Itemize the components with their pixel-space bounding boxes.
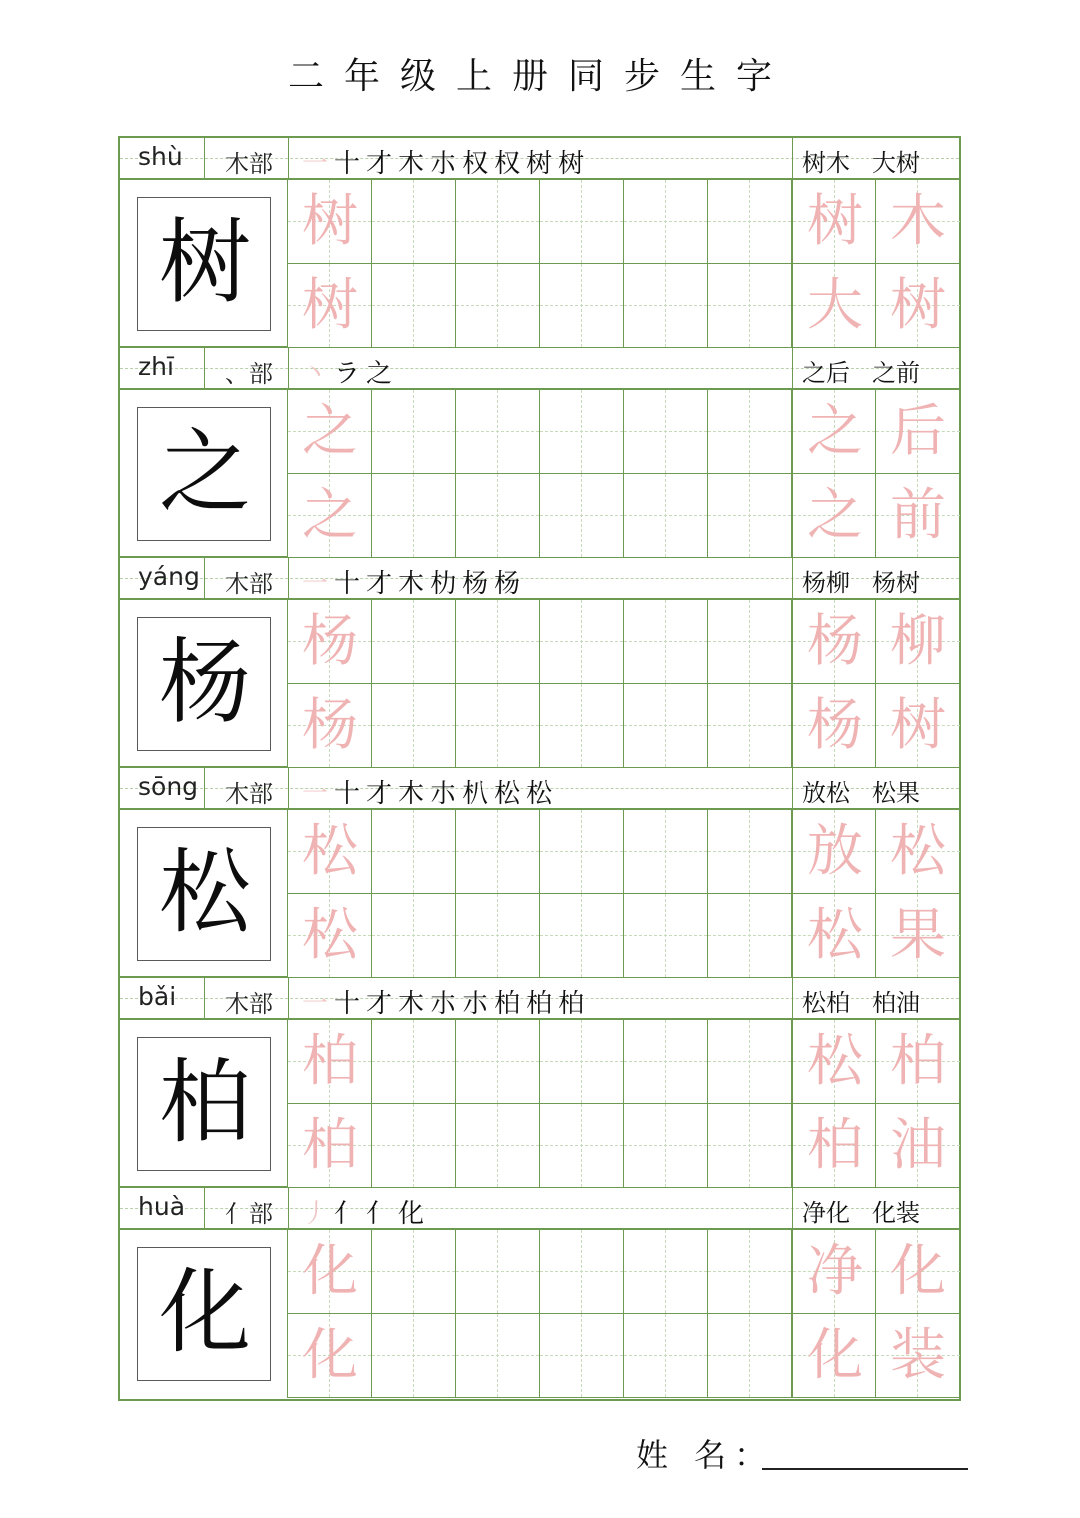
stroke-step: 柏 (526, 989, 555, 1019)
character-header-row (120, 558, 959, 600)
word-trace-cell[interactable] (876, 264, 960, 348)
trace-character: 树 (302, 189, 358, 254)
word-trace-cell[interactable] (876, 1230, 960, 1314)
practice-cell[interactable] (540, 1020, 624, 1104)
practice-cell[interactable] (708, 684, 792, 768)
main-character-box (137, 1247, 271, 1381)
example-word: 树木 (802, 149, 850, 177)
character-block (120, 138, 959, 348)
word-trace-character: 树 (890, 273, 946, 338)
trace-character: 化 (302, 1323, 358, 1388)
stroke-step: 杨 (494, 569, 523, 599)
practice-cell[interactable] (372, 1230, 456, 1314)
main-character-box (137, 617, 271, 751)
stroke-step: 柏 (558, 989, 587, 1019)
practice-cell[interactable] (624, 264, 708, 348)
trace-character: 树 (302, 273, 358, 338)
practice-cell[interactable] (624, 684, 708, 768)
character-block (120, 348, 959, 558)
main-character: 松 (158, 839, 251, 946)
practice-cell[interactable] (540, 180, 624, 264)
practice-cell[interactable] (288, 1230, 372, 1314)
stroke-step: 权 (494, 149, 523, 179)
word-trace-cell[interactable] (792, 810, 876, 894)
word-trace-character: 化 (890, 1239, 946, 1304)
practice-cell[interactable] (288, 894, 372, 978)
practice-cell[interactable] (456, 1104, 540, 1188)
trace-character: 柏 (302, 1029, 358, 1094)
practice-cell[interactable] (456, 474, 540, 558)
main-character-box (137, 827, 271, 961)
practice-cell[interactable] (372, 1020, 456, 1104)
stroke-step: 朸 (430, 569, 459, 599)
stroke-order-sequence (302, 143, 782, 180)
practice-cell[interactable] (372, 1314, 456, 1398)
stroke-step: 才 (366, 149, 395, 179)
practice-cell[interactable] (372, 1104, 456, 1188)
example-word: 杨柳 (802, 569, 850, 597)
word-trace-cell[interactable] (792, 264, 876, 348)
practice-cell[interactable] (288, 810, 372, 894)
practice-cell[interactable] (624, 600, 708, 684)
stroke-step: 化 (398, 1199, 427, 1229)
stroke-step: 才 (366, 989, 395, 1019)
stroke-order-sequence (302, 773, 782, 810)
practice-cell[interactable] (456, 264, 540, 348)
character-header-row (120, 978, 959, 1020)
practice-grid (288, 180, 792, 348)
practice-cell[interactable] (456, 894, 540, 978)
stroke-step: 树 (526, 149, 555, 179)
practice-cell[interactable] (624, 390, 708, 474)
stroke-step: 木 (398, 569, 427, 599)
practice-cell[interactable] (288, 1104, 372, 1188)
word-trace-character: 杨 (807, 609, 863, 674)
word-trace-character: 化 (807, 1323, 863, 1388)
trace-character: 松 (302, 819, 358, 884)
word-trace-cell[interactable] (792, 894, 876, 978)
word-trace-character: 之 (807, 483, 863, 548)
stroke-step: 朩 (462, 989, 491, 1019)
stroke-step: 朩 (430, 149, 459, 179)
word-trace-cell[interactable] (792, 390, 876, 474)
name-label: 姓 名： (636, 1436, 775, 1474)
main-character: 杨 (158, 629, 251, 736)
word-trace-grid (792, 810, 960, 978)
practice-cell[interactable] (288, 474, 372, 558)
example-word: 之后 (802, 359, 850, 387)
practice-cell[interactable] (372, 894, 456, 978)
word-trace-character: 松 (807, 903, 863, 968)
word-trace-cell[interactable] (876, 1020, 960, 1104)
word-trace-cell[interactable] (876, 810, 960, 894)
pinyin-label: shù (138, 142, 183, 171)
practice-cell[interactable] (708, 1020, 792, 1104)
main-character-box (137, 1037, 271, 1171)
stroke-step: 树 (558, 149, 587, 179)
trace-character: 柏 (302, 1113, 358, 1178)
stroke-step: 十 (334, 149, 363, 179)
pinyin-label: huà (138, 1192, 186, 1221)
word-trace-grid (792, 390, 960, 558)
practice-cell[interactable] (540, 1230, 624, 1314)
practice-cell[interactable] (456, 180, 540, 264)
character-block (120, 768, 959, 978)
practice-cell[interactable] (708, 474, 792, 558)
word-trace-character: 松 (807, 1029, 863, 1094)
character-block (120, 978, 959, 1188)
word-trace-character: 木 (890, 189, 946, 254)
practice-cell[interactable] (540, 600, 624, 684)
pinyin-label: bǎi (138, 982, 177, 1011)
word-trace-grid (792, 1020, 960, 1188)
practice-cell[interactable] (372, 180, 456, 264)
trace-character: 之 (302, 399, 358, 464)
practice-cell[interactable] (456, 1314, 540, 1398)
stroke-order-sequence (302, 1193, 782, 1230)
stroke-step: 一 (302, 779, 331, 809)
example-word: 大树 (872, 149, 920, 177)
stroke-step: 松 (526, 779, 555, 809)
stroke-order-sequence (302, 563, 782, 600)
word-trace-character: 后 (890, 399, 946, 464)
word-trace-cell[interactable] (792, 600, 876, 684)
practice-cell[interactable] (288, 1314, 372, 1398)
word-trace-character: 杨 (807, 693, 863, 758)
character-header-row (120, 1188, 959, 1230)
practice-grid (288, 600, 792, 768)
word-trace-character: 装 (890, 1323, 946, 1388)
stroke-step: 权 (462, 149, 491, 179)
word-trace-cell[interactable] (792, 474, 876, 558)
practice-grid (288, 1230, 792, 1398)
stroke-step: 木 (398, 149, 427, 179)
practice-cell[interactable] (288, 180, 372, 264)
practice-cell[interactable] (456, 390, 540, 474)
word-trace-character: 柳 (890, 609, 946, 674)
example-word: 化装 (872, 1199, 920, 1227)
word-trace-character: 树 (807, 189, 863, 254)
radical-label: 木部 (225, 570, 273, 598)
practice-cell[interactable] (708, 390, 792, 474)
practice-cell[interactable] (540, 1314, 624, 1398)
example-word: 松柏 (802, 989, 850, 1017)
stroke-step: 之 (366, 359, 395, 389)
word-trace-cell[interactable] (876, 684, 960, 768)
stroke-step: 才 (366, 569, 395, 599)
practice-cell[interactable] (624, 810, 708, 894)
example-words (802, 1193, 959, 1228)
example-word: 松果 (872, 779, 920, 807)
example-words (802, 773, 959, 808)
pinyin-label: sōng (138, 772, 199, 801)
stroke-step: 朩 (430, 779, 459, 809)
word-trace-cell[interactable] (876, 1314, 960, 1398)
practice-grid (288, 1020, 792, 1188)
practice-cell[interactable] (456, 810, 540, 894)
stroke-step: 亻 (366, 1199, 395, 1229)
trace-character: 之 (302, 483, 358, 548)
practice-cell[interactable] (372, 264, 456, 348)
radical-label: 木部 (225, 990, 273, 1018)
word-trace-character: 大 (807, 273, 863, 338)
word-trace-cell[interactable] (792, 1020, 876, 1104)
practice-cell[interactable] (624, 180, 708, 264)
practice-cell[interactable] (288, 1020, 372, 1104)
word-trace-character: 净 (807, 1239, 863, 1304)
character-header-row (120, 138, 959, 180)
practice-cell[interactable] (372, 810, 456, 894)
word-trace-character: 放 (807, 819, 863, 884)
page-title: 二年级上册同步生字 (287, 56, 792, 97)
main-character-box (137, 197, 271, 331)
word-trace-character: 柏 (890, 1029, 946, 1094)
main-character-box (137, 407, 271, 541)
trace-character: 松 (302, 903, 358, 968)
stroke-step: 十 (334, 569, 363, 599)
stroke-step: 一 (302, 149, 331, 179)
stroke-step: 松 (494, 779, 523, 809)
practice-cell[interactable] (540, 474, 624, 558)
word-trace-character: 松 (890, 819, 946, 884)
practice-cell[interactable] (372, 600, 456, 684)
word-trace-cell[interactable] (876, 600, 960, 684)
word-trace-character: 果 (890, 903, 946, 968)
word-trace-grid (792, 600, 960, 768)
stroke-order-sequence (302, 983, 782, 1020)
stroke-step: 一 (302, 569, 331, 599)
stroke-step: 一 (302, 989, 331, 1019)
example-words (802, 563, 959, 598)
practice-cell[interactable] (708, 894, 792, 978)
example-word: 净化 (802, 1199, 850, 1227)
word-trace-cell[interactable] (876, 474, 960, 558)
example-word: 之前 (872, 359, 920, 387)
practice-cell[interactable] (288, 684, 372, 768)
word-trace-character: 之 (807, 399, 863, 464)
stroke-step: 木 (398, 989, 427, 1019)
character-header-row (120, 348, 959, 390)
pinyin-label: zhī (138, 352, 174, 381)
radical-label: 木部 (225, 780, 273, 808)
radical-label: 亻部 (225, 1200, 273, 1228)
stroke-step: 才 (366, 779, 395, 809)
practice-cell[interactable] (540, 684, 624, 768)
stroke-step: 杨 (462, 569, 491, 599)
practice-cell[interactable] (708, 1104, 792, 1188)
example-words (802, 983, 959, 1018)
stroke-step: 丶 (302, 359, 331, 389)
word-trace-grid (792, 180, 960, 348)
practice-cell[interactable] (372, 474, 456, 558)
stroke-step: 十 (334, 779, 363, 809)
stroke-step: 朳 (462, 779, 491, 809)
name-input-line[interactable] (762, 1468, 968, 1470)
practice-cell[interactable] (456, 1230, 540, 1314)
main-character: 柏 (158, 1049, 251, 1156)
character-block (120, 558, 959, 768)
stroke-step: 朩 (430, 989, 459, 1019)
practice-cell[interactable] (540, 264, 624, 348)
practice-cell[interactable] (540, 1104, 624, 1188)
trace-character: 杨 (302, 693, 358, 758)
example-word: 放松 (802, 779, 850, 807)
practice-cell[interactable] (540, 390, 624, 474)
practice-cell[interactable] (708, 1314, 792, 1398)
word-trace-cell[interactable] (792, 1230, 876, 1314)
word-trace-cell[interactable] (876, 180, 960, 264)
practice-cell[interactable] (456, 600, 540, 684)
practice-cell[interactable] (288, 390, 372, 474)
main-character: 化 (158, 1259, 251, 1366)
practice-cell[interactable] (540, 810, 624, 894)
practice-cell[interactable] (708, 180, 792, 264)
practice-cell[interactable] (288, 600, 372, 684)
practice-cell[interactable] (708, 600, 792, 684)
practice-cell[interactable] (288, 264, 372, 348)
word-trace-grid (792, 1230, 960, 1398)
word-trace-character: 前 (890, 483, 946, 548)
word-trace-character: 柏 (807, 1113, 863, 1178)
word-trace-cell[interactable] (792, 1104, 876, 1188)
practice-cell[interactable] (624, 1020, 708, 1104)
stroke-step: ラ (334, 359, 363, 389)
word-trace-cell[interactable] (792, 180, 876, 264)
word-trace-cell[interactable] (792, 684, 876, 768)
main-character: 树 (158, 209, 251, 316)
practice-cell[interactable] (624, 474, 708, 558)
practice-cell[interactable] (624, 1104, 708, 1188)
practice-cell[interactable] (708, 264, 792, 348)
radical-label: 木部 (225, 150, 273, 178)
word-trace-cell[interactable] (876, 1104, 960, 1188)
pinyin-label: yáng (138, 562, 200, 591)
word-trace-cell[interactable] (876, 894, 960, 978)
radical-label: 、部 (225, 360, 273, 388)
practice-cell[interactable] (540, 894, 624, 978)
worksheet-grid (118, 136, 961, 1401)
word-trace-cell[interactable] (792, 1314, 876, 1398)
practice-cell[interactable] (456, 684, 540, 768)
stroke-step: 柏 (494, 989, 523, 1019)
stroke-step: 丿 (302, 1199, 331, 1229)
word-trace-cell[interactable] (876, 390, 960, 474)
word-trace-character: 油 (890, 1113, 946, 1178)
practice-cell[interactable] (708, 810, 792, 894)
example-words (802, 143, 959, 178)
stroke-step: 十 (334, 989, 363, 1019)
trace-character: 杨 (302, 609, 358, 674)
example-word: 柏油 (872, 989, 920, 1017)
example-words (802, 353, 959, 388)
practice-cell[interactable] (372, 390, 456, 474)
trace-character: 化 (302, 1239, 358, 1304)
example-word: 杨树 (872, 569, 920, 597)
word-trace-character: 树 (890, 693, 946, 758)
practice-cell[interactable] (624, 1314, 708, 1398)
character-header-row (120, 768, 959, 810)
character-block (120, 1188, 959, 1398)
stroke-order-sequence (302, 353, 782, 390)
practice-cell[interactable] (456, 1020, 540, 1104)
stroke-step: 亻 (334, 1199, 363, 1229)
practice-cell[interactable] (708, 1230, 792, 1314)
practice-grid (288, 390, 792, 558)
practice-cell[interactable] (624, 894, 708, 978)
practice-cell[interactable] (372, 684, 456, 768)
practice-grid (288, 810, 792, 978)
main-character: 之 (158, 419, 251, 526)
stroke-step: 木 (398, 779, 427, 809)
practice-cell[interactable] (624, 1230, 708, 1314)
